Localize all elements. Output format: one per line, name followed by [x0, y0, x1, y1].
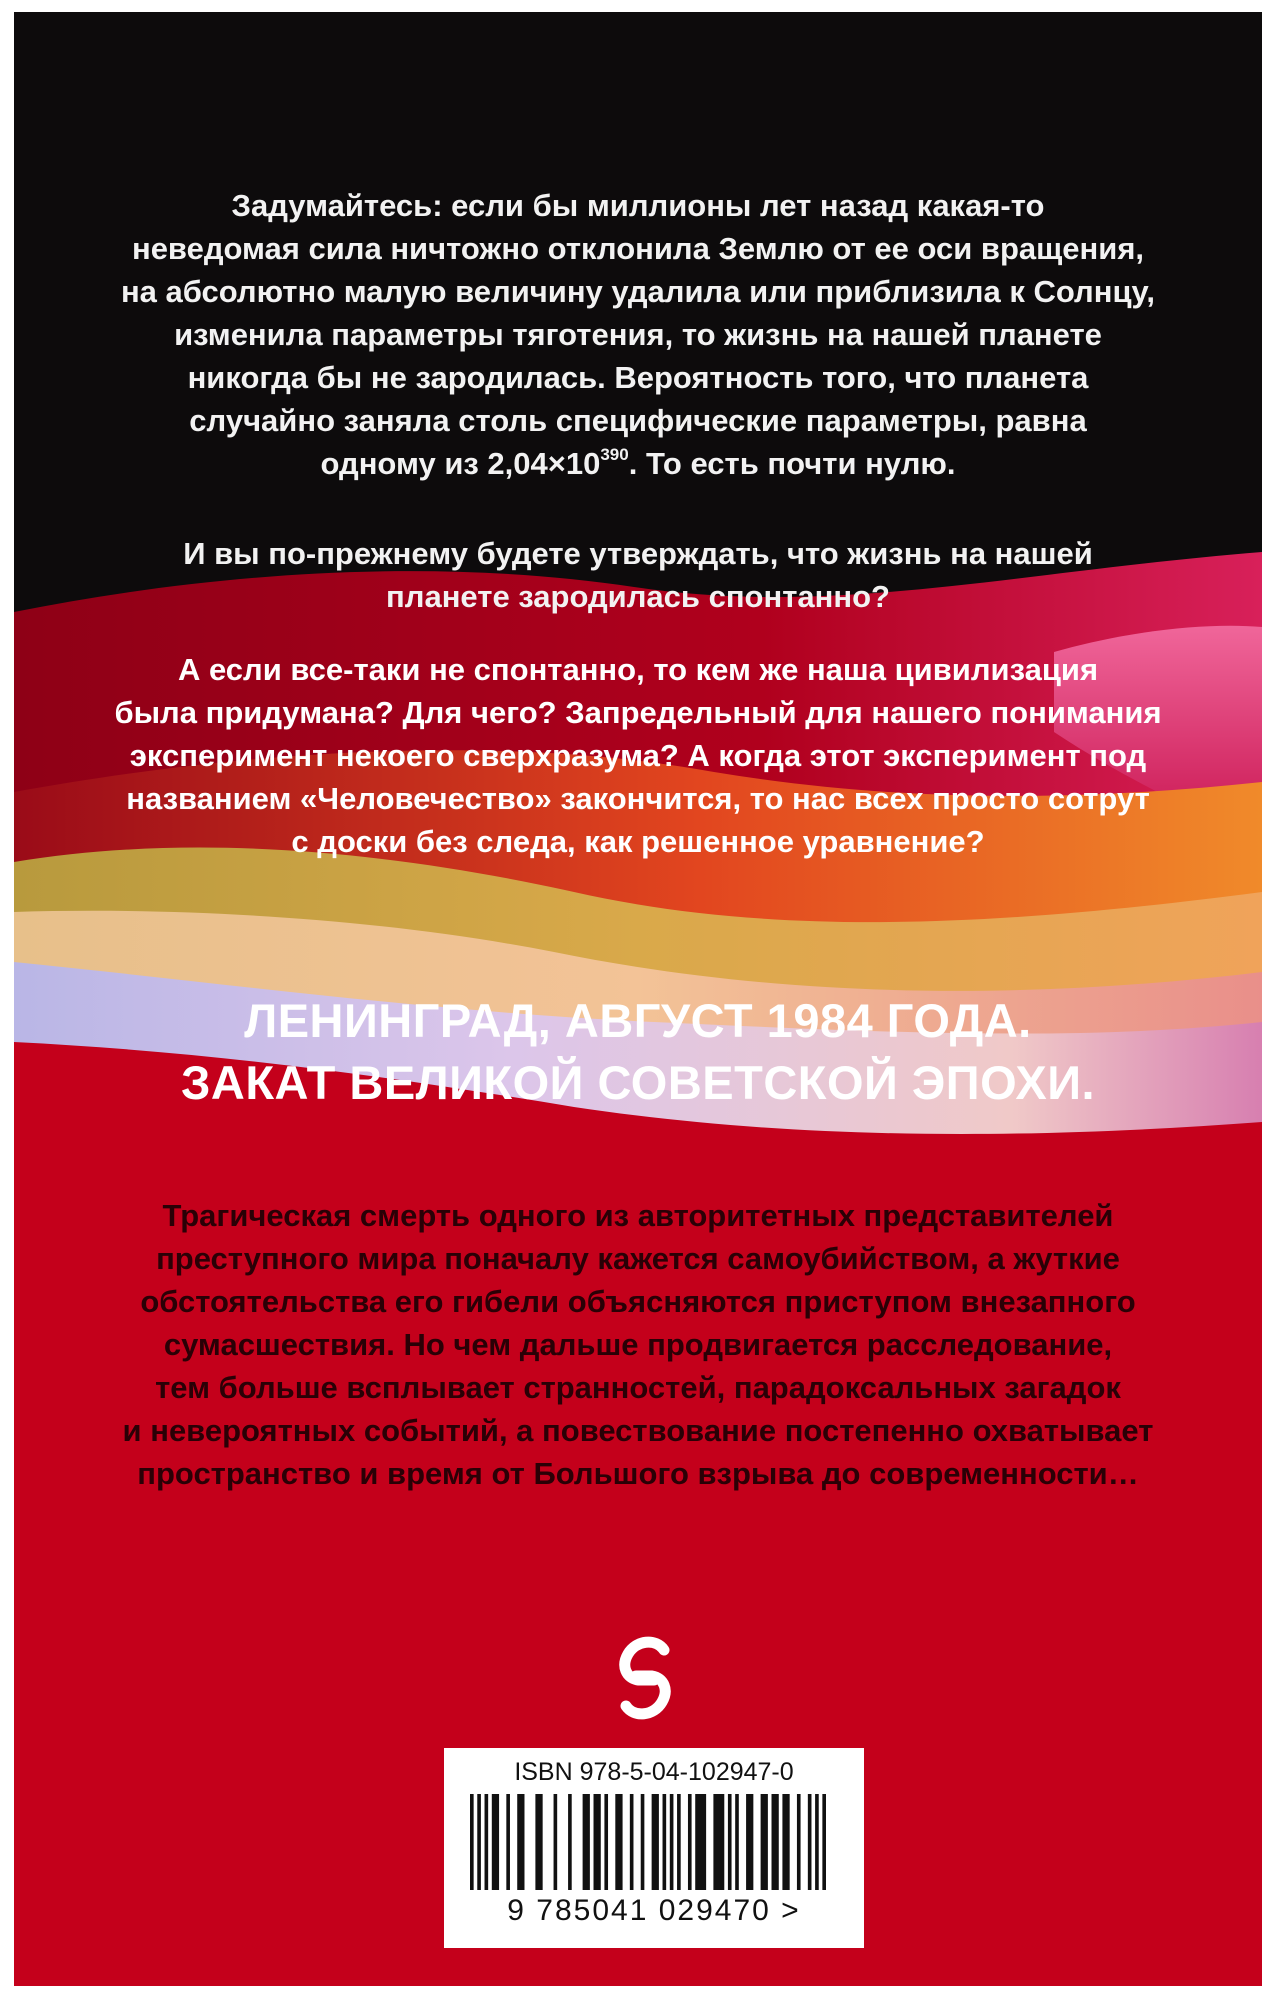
- barcode-bar: [554, 1794, 558, 1890]
- probability-base: одному из 2,04×10: [320, 446, 601, 481]
- text-line: эксперимент некоего сверхразума? А когда этот эксперимент под: [129, 738, 1147, 773]
- barcode-bar: [695, 1794, 706, 1890]
- barcode-digits: 9 785041 029470 >: [507, 1894, 801, 1927]
- text-line: И вы по-прежнему будете утверждать, что жизнь на нашей: [183, 536, 1093, 571]
- text-line: А если все-таки не спонтанно, то кем же наша цивилизация: [177, 652, 1099, 687]
- question-paragraph: [94, 532, 1182, 618]
- text-line: изменила параметры тяготения, то жизнь на нашей планете: [174, 317, 1102, 352]
- barcode-bar: [663, 1794, 667, 1890]
- text-line: никогда бы не зародилась. Вероятность того, что планета: [187, 360, 1089, 395]
- text-line: Трагическая смерть одного из авторитетных представителей: [162, 1198, 1114, 1233]
- barcode-bar: [670, 1794, 674, 1890]
- barcode-bar: [506, 1794, 510, 1890]
- eksmo-e-logo-icon: [612, 1628, 678, 1728]
- barcode-bar: [728, 1794, 732, 1890]
- intro-paragraph: [94, 184, 1182, 485]
- text-line: пространство и время от Большого взрыва до современности…: [137, 1456, 1139, 1491]
- text-line: Задумайтесь: если бы миллионы лет назад какая-то: [231, 188, 1045, 223]
- text-line: преступного мира поначалу кажется самоубийством, а жуткие: [156, 1241, 1120, 1276]
- barcode-bar: [594, 1794, 601, 1890]
- barcode-icon: [470, 1794, 826, 1890]
- barcode-bar: [604, 1794, 608, 1890]
- book-back-cover: [14, 12, 1262, 1986]
- barcode-bar: [808, 1794, 812, 1890]
- barcode-bar: [815, 1794, 819, 1890]
- barcode-bar: [517, 1794, 524, 1890]
- text-line: названием «Человечество» закончится, то нас всех просто сотрут: [126, 781, 1150, 816]
- barcode-bar: [535, 1794, 542, 1890]
- barcode-bar: [782, 1794, 789, 1890]
- barcode-bar: [641, 1794, 645, 1890]
- probability-exponent: 390: [600, 445, 629, 464]
- text-line: и невероятных событий, а повествование постепенно охватывает: [122, 1413, 1154, 1448]
- barcode-bar: [761, 1794, 768, 1890]
- headline: [94, 990, 1182, 1114]
- barcode-bar: [615, 1794, 622, 1890]
- hypothesis-paragraph: [94, 648, 1182, 863]
- synopsis-paragraph: [94, 1194, 1182, 1495]
- barcode-bar: [772, 1794, 779, 1890]
- barcode-bar: [477, 1794, 481, 1890]
- barcode-bar: [677, 1794, 681, 1890]
- text-line: была придумана? Для чего? Запредельный для нашего понимания: [114, 695, 1162, 730]
- text-line: сумасшествия. Но чем дальше продвигается расследование,: [163, 1327, 1113, 1362]
- barcode-bar: [652, 1794, 659, 1890]
- text-line: на абсолютно малую величину удалила или приблизила к Солнцу,: [120, 274, 1156, 309]
- probability-tail: . То есть почти нулю.: [628, 446, 956, 481]
- barcode-bar: [583, 1794, 590, 1890]
- barcode-bar: [797, 1794, 801, 1890]
- barcode-bar: [485, 1794, 489, 1890]
- barcode-bar: [568, 1794, 572, 1890]
- text-line: обстоятельства его гибели объясняются приступом внезапного: [140, 1284, 1136, 1319]
- text-line: неведомая сила ничтожно отклонила Землю от ее оси вращения,: [131, 231, 1145, 266]
- barcode-bar: [630, 1794, 634, 1890]
- text-line-with-exponent: [94, 442, 1182, 485]
- barcode-bar: [746, 1794, 753, 1890]
- barcode-bar: [470, 1794, 474, 1890]
- text-line: тем больше всплывает странностей, парадоксальных загадок: [155, 1370, 1121, 1405]
- barcode-bar: [492, 1794, 499, 1890]
- text-line: планете зародилась спонтанно?: [386, 579, 890, 614]
- barcode-bar: [735, 1794, 739, 1890]
- text-line: случайно заняла столь специфические параметры, равна: [189, 403, 1087, 438]
- barcode-bar: [688, 1794, 692, 1890]
- isbn-barcode-box: [444, 1748, 864, 1948]
- isbn-label: ISBN 978-5-04-102947-0: [514, 1758, 794, 1786]
- headline-line: ЛЕНИНГРАД, АВГУСТ 1984 ГОДА.: [244, 994, 1032, 1047]
- text-line: с доски без следа, как решенное уравнение?: [291, 824, 985, 859]
- barcode-bar: [713, 1794, 724, 1890]
- headline-line: ЗАКАТ ВЕЛИКОЙ СОВЕТСКОЙ ЭПОХИ.: [180, 1056, 1096, 1109]
- barcode-bar: [822, 1794, 826, 1890]
